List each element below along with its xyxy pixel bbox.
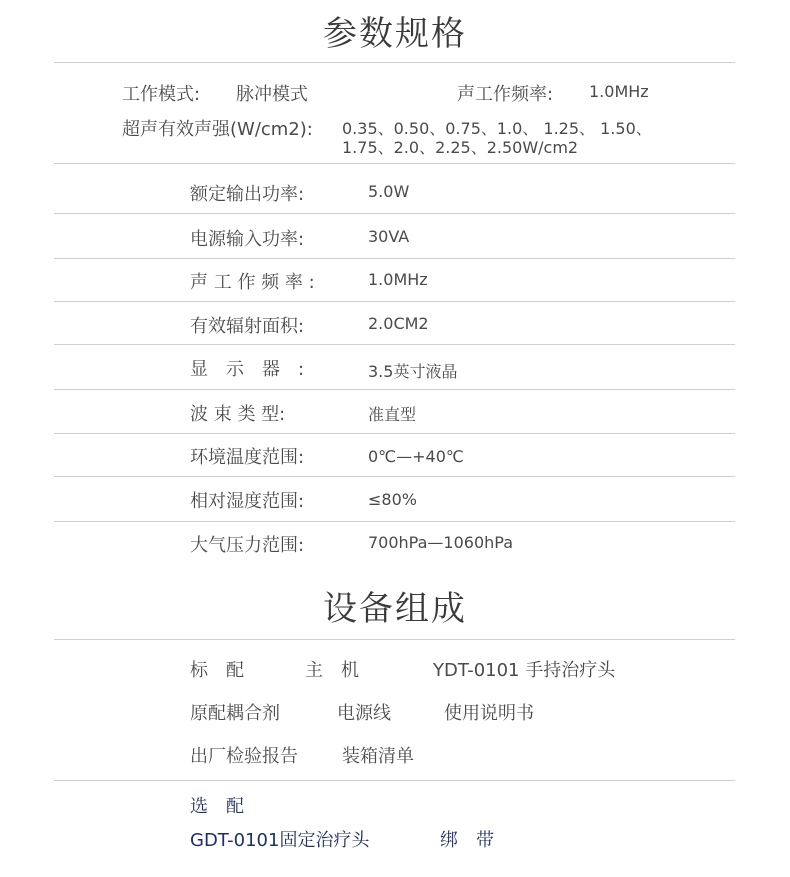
standard-item: 主 机 xyxy=(305,660,359,681)
optional-label: 选 配 xyxy=(190,796,244,817)
standard-label: 标 配 xyxy=(190,660,244,681)
intensity-values-line1: 0.35、0.50、0.75、1.0、 1.25、 1.50、 xyxy=(342,119,652,138)
divider xyxy=(54,521,735,522)
standard-item: 出厂检验报告 xyxy=(190,746,298,767)
composition-title: 设备组成 xyxy=(323,589,467,629)
freq-value: 1.0MHz xyxy=(589,82,649,101)
spec-label-display: 显 示 器 : xyxy=(190,359,305,380)
standard-item: 装箱清单 xyxy=(342,746,414,767)
spec-value-temperature: 0℃—+40℃ xyxy=(368,447,464,466)
intensity-label: 超声有效声强(W/cm2): xyxy=(122,119,313,140)
spec-value-beam-type: 准直型 xyxy=(368,405,417,424)
mode-value: 脉冲模式 xyxy=(236,84,308,105)
standard-item: 使用说明书 xyxy=(444,703,534,724)
spec-label-input-power: 电源输入功率: xyxy=(190,229,305,250)
spec-value-humidity: ≤80% xyxy=(368,490,417,509)
spec-label-humidity: 相对湿度范围: xyxy=(190,491,305,512)
spec-value-display: 3.5英寸液晶 xyxy=(368,362,458,381)
spec-label-radiation-area: 有效辐射面积: xyxy=(190,316,305,337)
standard-item: YDT-0101 手持治疗头 xyxy=(433,660,616,681)
optional-item: GDT-0101固定治疗头 xyxy=(190,830,370,851)
standard-item: 电源线 xyxy=(337,703,391,724)
spec-value-input-power: 30VA xyxy=(368,227,410,246)
divider xyxy=(54,476,735,477)
divider xyxy=(54,344,735,345)
divider xyxy=(54,163,735,164)
intensity-values-line2: 1.75、2.0、2.25、2.50W/cm2 xyxy=(342,138,579,157)
divider xyxy=(54,62,735,63)
divider xyxy=(54,389,735,390)
divider xyxy=(54,433,735,434)
mode-label: 工作模式: xyxy=(122,84,201,105)
spec-label-rated-power: 额定输出功率: xyxy=(190,184,305,205)
divider xyxy=(54,780,735,781)
optional-item: 绑 带 xyxy=(440,830,494,851)
spec-label-pressure: 大气压力范围: xyxy=(190,535,305,556)
divider xyxy=(54,258,735,259)
spec-title: 参数规格 xyxy=(323,14,467,54)
standard-item: 原配耦合剂 xyxy=(190,703,280,724)
spec-value-rated-power: 5.0W xyxy=(368,182,410,201)
freq-label: 声工作频率: xyxy=(457,84,554,105)
spec-label-beam-type: 波 束 类 型: xyxy=(190,404,286,425)
divider xyxy=(54,213,735,214)
divider xyxy=(54,639,735,640)
spec-label-temperature: 环境温度范围: xyxy=(190,447,305,468)
spec-value-pressure: 700hPa—1060hPa xyxy=(368,533,514,552)
divider xyxy=(54,301,735,302)
spec-value-frequency: 1.0MHz xyxy=(368,270,428,289)
spec-label-frequency: 声 工 作 频 率 : xyxy=(190,272,315,293)
spec-value-radiation-area: 2.0CM2 xyxy=(368,314,429,333)
